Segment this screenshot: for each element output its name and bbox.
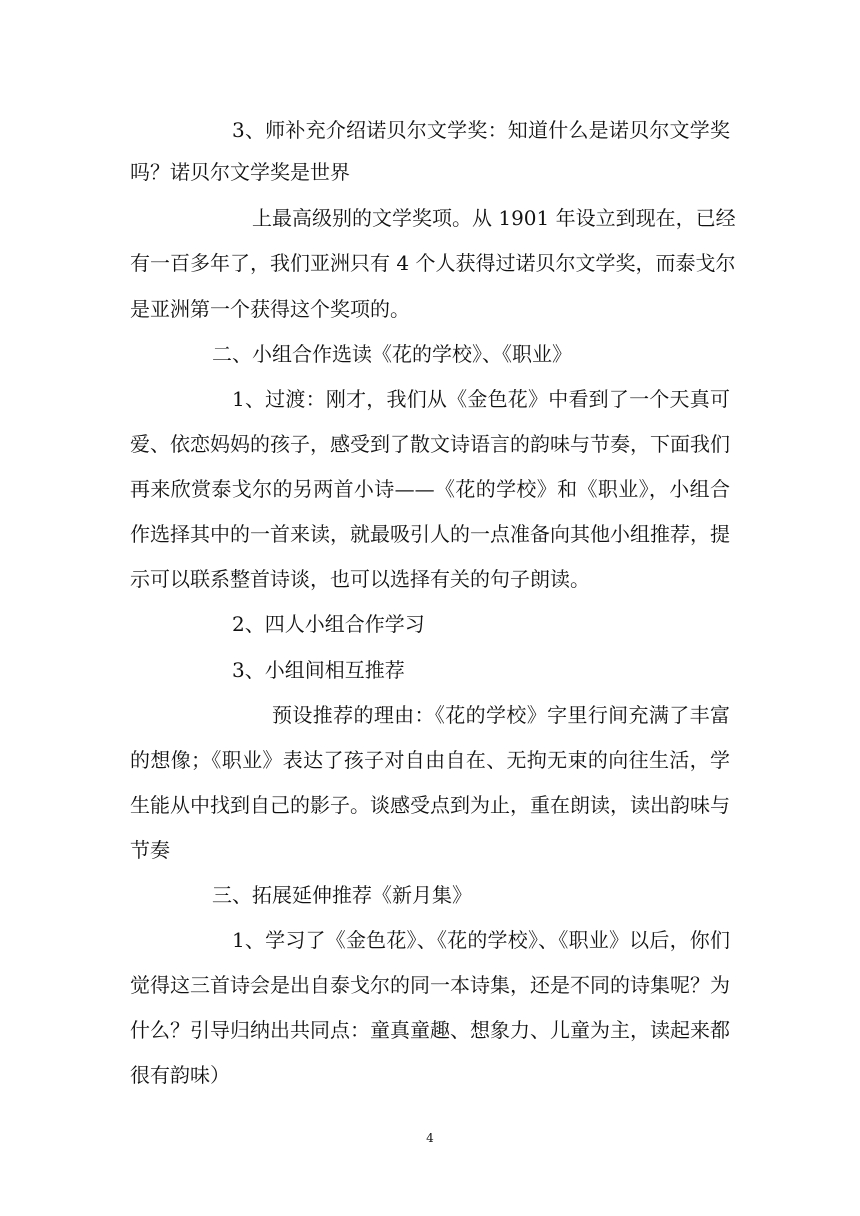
text-line: 生能从中找到自己的影子。谈感受点到为止，重在朗读，读出韵味与 (130, 793, 730, 817)
text-line: 很有韵味） (130, 1063, 230, 1087)
text-line: 的想像；《职业》表达了孩子对自由自在、无拘无束的向往生活，学 (130, 748, 730, 772)
text-line: 示可以联系整首诗谈，也可以选择有关的句子朗读。 (130, 567, 590, 591)
text-line: 节奏 (130, 838, 170, 862)
text-line: 觉得这三首诗会是出自泰戈尔的同一本诗集，还是不同的诗集呢？为 (130, 973, 730, 997)
text-line: 上最高级别的文学奖项。从 1901 年设立到现在，已经 (252, 206, 736, 230)
text-line: 2、四人小组合作学习 (232, 612, 425, 636)
text-line: 爱、依恋妈妈的孩子，感受到了散文诗语言的韵味与节奏，下面我们 (130, 432, 730, 456)
text-line: 1、过渡：刚才，我们从《金色花》中看到了一个天真可 (232, 387, 730, 411)
text-line: 是亚洲第一个获得这个奖项的。 (130, 297, 410, 321)
section-heading: 二、小组合作选读《花的学校》、《职业》 (212, 342, 572, 366)
text-line: 预设推荐的理由：《花的学校》字里行间充满了丰富 (272, 703, 730, 727)
text-line: 吗？诺贝尔文学奖是世界 (130, 160, 350, 184)
text-line: 1、学习了《金色花》、《花的学校》、《职业》以后，你们 (232, 928, 730, 952)
text-line: 3、师补充介绍诺贝尔文学奖：知道什么是诺贝尔文学奖 (232, 118, 730, 142)
text-line: 作选择其中的一首来读，就最吸引人的一点准备向其他小组推荐，提 (130, 522, 730, 546)
page-number: 4 (426, 1131, 434, 1145)
text-line: 有一百多年了，我们亚洲只有 4 个人获得过诺贝尔文学奖，而泰戈尔 (130, 251, 736, 275)
text-line: 3、小组间相互推荐 (232, 658, 405, 682)
text-line: 再来欣赏泰戈尔的另两首小诗——《花的学校》和《职业》，小组合 (130, 477, 730, 501)
section-heading: 三、拓展延伸推荐《新月集》 (212, 883, 472, 907)
text-line: 什么？引导归纳出共同点：童真童趣、想象力、儿童为主，读起来都 (130, 1018, 730, 1042)
